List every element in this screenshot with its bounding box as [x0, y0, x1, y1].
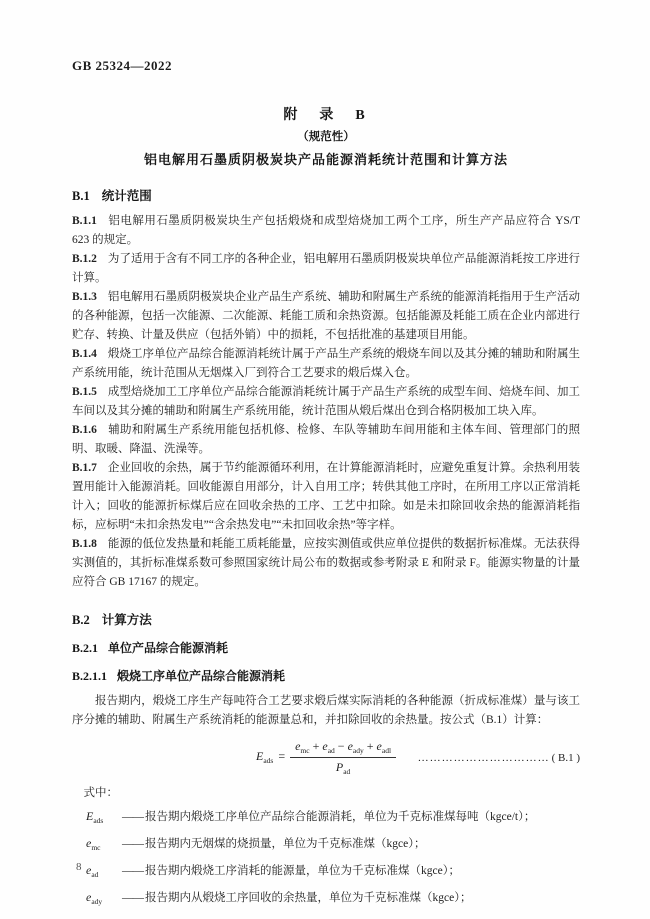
section-b1-heading	[72, 186, 580, 204]
clause-b1-6	[72, 421, 580, 459]
formula-reference	[418, 752, 580, 764]
page-number: 8	[76, 861, 82, 873]
symbol-definitions	[72, 805, 580, 913]
symbol-e-mc: $e_{mc}$	[86, 836, 101, 852]
section-b21-heading	[72, 639, 580, 656]
definition-text: 报告期内煅烧工序单位产品综合能源消耗，单位为千克标准煤每吨（kgce/t）；	[145, 811, 536, 823]
clause-number: B.1.2	[72, 253, 97, 265]
definition-text: 报告期内从煅烧工序回收的余热量，单位为千克标准煤（kgce）；	[145, 892, 472, 904]
section-b1-title: 统计范围	[101, 189, 152, 203]
clause-b1-4	[72, 345, 580, 383]
formula-expression	[256, 739, 396, 776]
clause-text: 铝电解用石墨质阴极炭块企业产品生产系统、辅助和附属生产系统的能源消耗指用于生产活动的各种能源，包括一次能源、二次能源、耗能工质和余热资源。包括能源及耗能工质在企业内部进行贮存、转换、计量及供应（包括外销）中的损耗，不包括批准的基建项目用能。	[72, 291, 580, 341]
formula-fraction	[290, 739, 396, 776]
formula-number: ( B.1 )	[551, 752, 580, 764]
definition-dash: ——	[122, 811, 143, 823]
appendix-heading	[72, 104, 580, 168]
clause-number: B.1.8	[72, 538, 97, 550]
symbol-E-ads: $E_{ads}$	[86, 809, 104, 825]
definition-dash: ——	[122, 838, 143, 850]
formula-lhs: $E_{ads}$	[255, 749, 274, 766]
dot-leader: ……………………………	[417, 752, 550, 764]
symbol-e-ady: $e_{ady}$	[86, 890, 103, 906]
definition-row	[72, 886, 580, 913]
clause-b1-2	[72, 250, 580, 288]
doc-code: GB 25324—2022	[72, 58, 173, 73]
clause-b1-5	[72, 383, 580, 421]
formula-b1	[72, 737, 580, 779]
where-label: 式中：	[83, 787, 118, 799]
definition-text: 报告期内无烟煤的烧损量，单位为千克标准煤（kgce）；	[145, 838, 426, 850]
section-b211-title: 煅烧工序单位产品综合能源消耗	[117, 669, 286, 683]
definition-row	[72, 832, 580, 859]
clause-text: 铝电解用石墨质阴极炭块生产包括煅烧和成型焙烧加工两个工序，所生产产品应符合 YS/T 623 的规定。	[72, 215, 580, 246]
section-b211-heading	[72, 667, 580, 684]
definition-text: 报告期内煅烧工序消耗的能源量，单位为千克标准煤（kgce）；	[145, 865, 460, 877]
section-b21-title: 单位产品综合能源消耗	[108, 641, 229, 655]
appendix-title: 附 录 B	[283, 108, 369, 123]
b211-intro-paragraph: 报告期内，煅烧工序生产每吨符合工艺要求煅后煤实际消耗的各种能源（折成标准煤）量与该工序分摊的辅助、附属生产系统消耗的能源量总和，并扣除回收的余热量。按公式（B.1）计算：	[72, 695, 580, 726]
plus-operator: +	[312, 739, 320, 753]
appendix-subtitle: 铝电解用石墨质阴极炭块产品能源消耗统计范围和计算方法	[143, 152, 508, 167]
clause-b1-7	[72, 459, 580, 535]
clause-number: B.1.6	[72, 424, 97, 436]
clause-number: B.1.1	[72, 215, 97, 227]
section-b1-clauses	[72, 212, 580, 592]
clause-number: B.1.4	[72, 348, 97, 360]
symbol-e-ad: $e_{ad}$	[86, 863, 99, 879]
clause-text: 为了适用于含有不同工序的各种企业，铝电解用石墨质阴极炭块单位产品能源消耗按工序进行计算。	[72, 253, 580, 284]
section-b21-number: B.2.1	[72, 641, 99, 655]
clause-text: 煅烧工序单位产品综合能源消耗统计属于产品生产系统的煅烧车间以及其分摊的辅助和附属生产系统用能，统计范围从无烟煤入厂到符合工艺要求的煅后煤入仓。	[72, 348, 580, 379]
clause-number: B.1.7	[72, 462, 97, 474]
clause-number: B.1.5	[72, 386, 97, 398]
clause-text: 能源的低位发热量和耗能工质耗能量，应按实测值或供应单位提供的数据折标准煤。无法获得实测值的，其折标准煤系数可参照国家统计局公布的数据或参考附录 E 和附录 F。能源实物量的计量应符合 GB 17167 的规定。	[72, 538, 580, 588]
minus-operator: −	[337, 739, 345, 753]
clause-text: 辅助和附属生产系统用能包括机修、检修、车队等辅助车间用能和主体车间、管理部门的照明、取暖、降温、洗澡等。	[72, 424, 580, 455]
clause-text: 企业回收的余热，属于节约能源循环利用，在计算能源消耗时，应避免重复计算。余热利用装置用能计入能源消耗。回收能源自用部分，计入自用工序；转供其他工序时，在所用工序以正常消耗计入；回收的能源折标煤后应在回收余热的工序、工艺中扣除。如是未扣除回收余热的能源消耗指标，应标明“未扣余热发电”“含余热发电”“未扣回收余热”等字样。	[72, 462, 580, 531]
section-b211-number: B.2.1.1	[72, 669, 108, 683]
section-b2-heading	[72, 610, 580, 628]
section-b2-number: B.2	[72, 613, 90, 627]
fraction-denominator: $P_{ad}$	[290, 757, 396, 776]
clause-text: 成型焙烧加工工序单位产品综合能源消耗统计属于产品生产系统的成型车间、焙烧车间、加工车间以及其分摊的辅助和附属生产系统用能，统计范围从煅后煤出仓到合格阴极加工块入库。	[72, 386, 580, 417]
clause-number: B.1.3	[72, 291, 97, 303]
definition-row	[72, 805, 580, 832]
definition-row	[72, 859, 580, 886]
clause-b1-8	[72, 535, 580, 592]
equals-sign: =	[278, 749, 286, 764]
fraction-numerator: $e_{mc} + e_{ad} - e_{ady} + e_{adl}$	[295, 739, 392, 755]
clause-b1-1	[72, 212, 580, 250]
clause-b1-3	[72, 288, 580, 345]
section-b2-title: 计算方法	[101, 613, 152, 627]
appendix-normative-label: （规范性）	[297, 131, 355, 143]
definition-dash: ——	[122, 865, 143, 877]
section-b1-number: B.1	[72, 189, 90, 203]
definition-dash: ——	[122, 892, 143, 904]
plus-operator: +	[366, 739, 374, 753]
